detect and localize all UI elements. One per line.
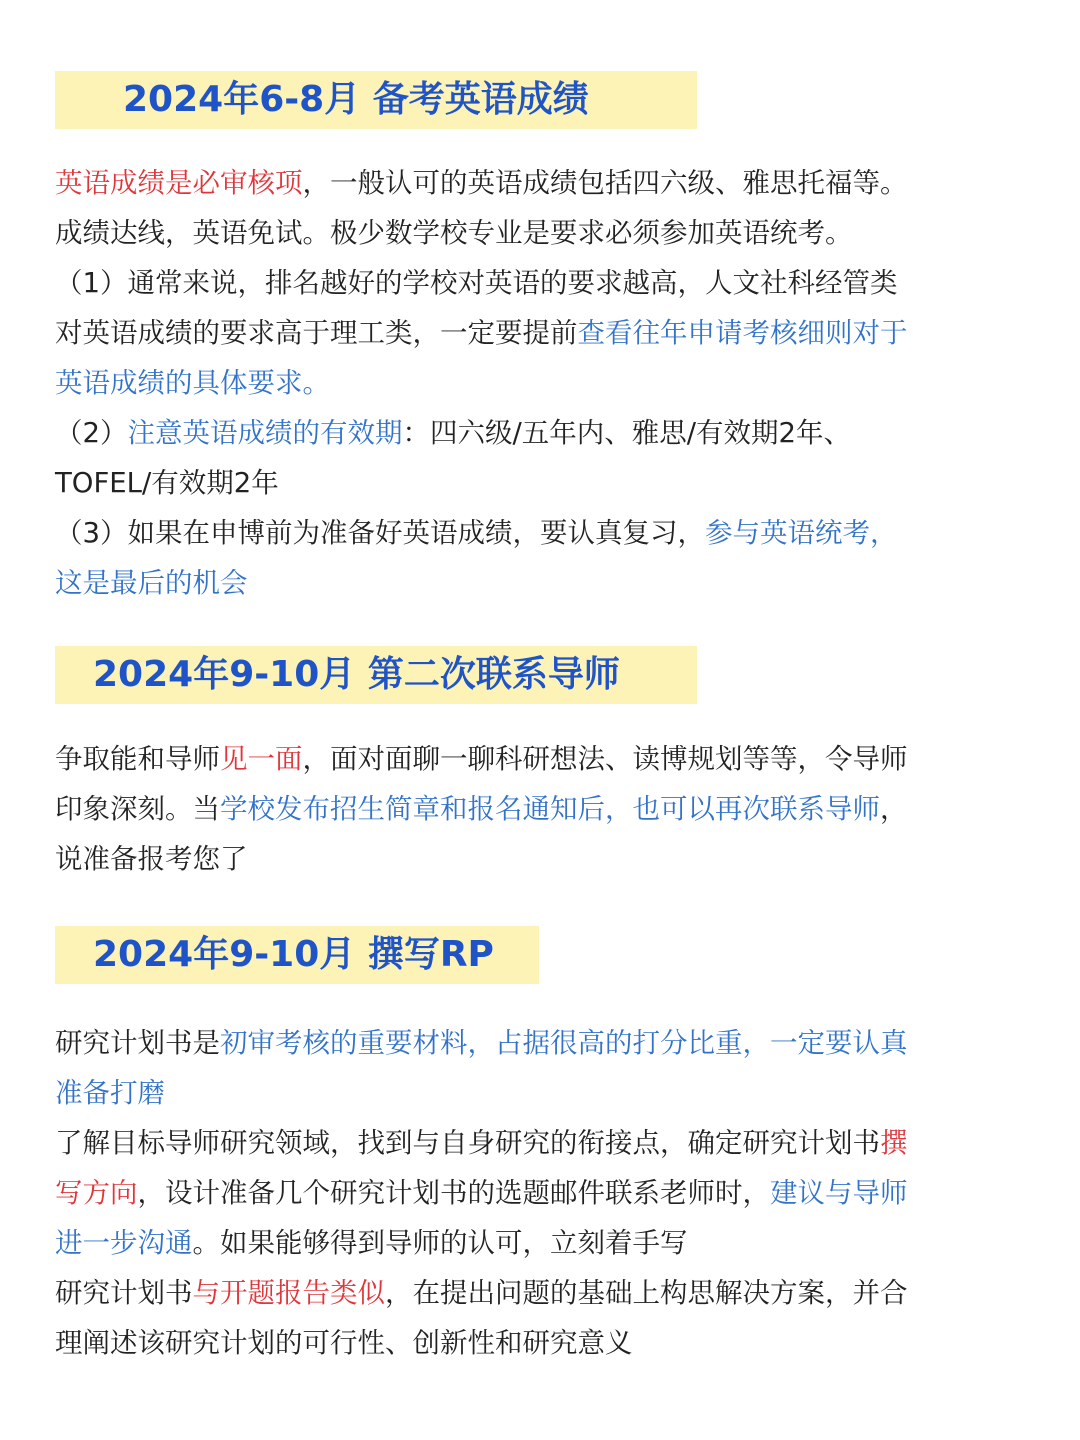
highlight-blue-text: 参与英语统考， (705, 517, 898, 549)
text-line (55, 308, 1030, 358)
text-line (55, 158, 1030, 208)
highlight-blue-text: 查看往年申请考核细则对于 (577, 317, 908, 349)
text-line (55, 558, 1030, 608)
body-text: 了解目标导师研究领域，找到与自身研究的衔接点，确定研究计划书 (55, 1127, 880, 1159)
body-text: ，在提出问题的基础上构思解决方案，并合 (385, 1277, 908, 1309)
text-line (55, 358, 1030, 408)
body-text: TOFEL/有效期2年 (55, 467, 279, 499)
text-line (55, 208, 1030, 258)
highlight-blue-text: 注意英语成绩的有效期 (127, 417, 403, 449)
body-text: ：四六级/五年内、雅思/有效期2年、 (402, 417, 852, 449)
highlight-blue-text: 准备打磨 (55, 1077, 165, 1109)
text-line (55, 1168, 1030, 1218)
text-line (55, 458, 1030, 508)
highlight-red-text: 见一面 (220, 743, 303, 775)
highlight-red-text: 英语成绩是必审核项 (55, 167, 303, 199)
text-line (55, 1068, 1030, 1118)
highlight-red-text: 撰 (880, 1127, 908, 1159)
highlight-red-text: 写方向 (55, 1177, 138, 1209)
section-heading-english: 2024年6-8月 备考英语成绩 (55, 71, 697, 129)
highlight-blue-text: 学校发布招生简章和报名通知后，也可以再次联系导师 (220, 793, 880, 825)
body-text: 对英语成绩的要求高于理工类，一定要提前 (55, 317, 578, 349)
section-body-english (55, 158, 1030, 608)
body-text: ， (880, 793, 908, 825)
text-line (55, 1268, 1030, 1318)
body-text: （2） (55, 417, 128, 449)
body-text: ，面对面聊一聊科研想法、读博规划等等，令导师 (302, 743, 908, 775)
body-text: 。如果能够得到导师的认可，立刻着手写 (192, 1227, 688, 1259)
body-text: ，一般认可的英语成绩包括四六级、雅思托福等。 (302, 167, 908, 199)
highlight-blue-text: 初审考核的重要材料，占据很高的打分比重，一定要认真 (220, 1027, 908, 1059)
section-body-research-plan (55, 1018, 1030, 1368)
highlight-blue-text: 英语成绩的具体要求。 (55, 367, 330, 399)
body-text: ，设计准备几个研究计划书的选题邮件联系老师时， (137, 1177, 770, 1209)
text-line (55, 408, 1030, 458)
text-line (55, 734, 1030, 784)
text-line (55, 508, 1030, 558)
text-line (55, 258, 1030, 308)
text-line (55, 1318, 1030, 1368)
body-text: （3）如果在申博前为准备好英语成绩，要认真复习， (55, 517, 705, 549)
highlight-blue-text: 这是最后的机会 (55, 567, 248, 599)
body-text: 说准备报考您了 (55, 843, 248, 875)
section-body-contact-advisor (55, 734, 1030, 884)
highlight-blue-text: 进一步沟通 (55, 1227, 193, 1259)
body-text: 成绩达线，英语免试。极少数学校专业是要求必须参加英语统考。 (55, 217, 853, 249)
text-line (55, 1118, 1030, 1168)
text-line (55, 1018, 1030, 1068)
text-line (55, 1218, 1030, 1268)
body-text: 争取能和导师 (55, 743, 220, 775)
text-line (55, 784, 1030, 834)
body-text: 研究计划书是 (55, 1027, 220, 1059)
text-line (55, 834, 1030, 884)
section-heading-research-plan: 2024年9-10月 撰写RP (55, 926, 539, 984)
body-text: 理阐述该研究计划的可行性、创新性和研究意义 (55, 1327, 633, 1359)
section-heading-contact-advisor: 2024年9-10月 第二次联系导师 (55, 646, 697, 704)
body-text: （1）通常来说，排名越好的学校对英语的要求越高，人文社科经管类 (55, 267, 898, 299)
body-text: 研究计划书 (55, 1277, 193, 1309)
body-text: 印象深刻。当 (55, 793, 220, 825)
highlight-red-text: 与开题报告类似 (192, 1277, 385, 1309)
highlight-blue-text: 建议与导师 (770, 1177, 908, 1209)
